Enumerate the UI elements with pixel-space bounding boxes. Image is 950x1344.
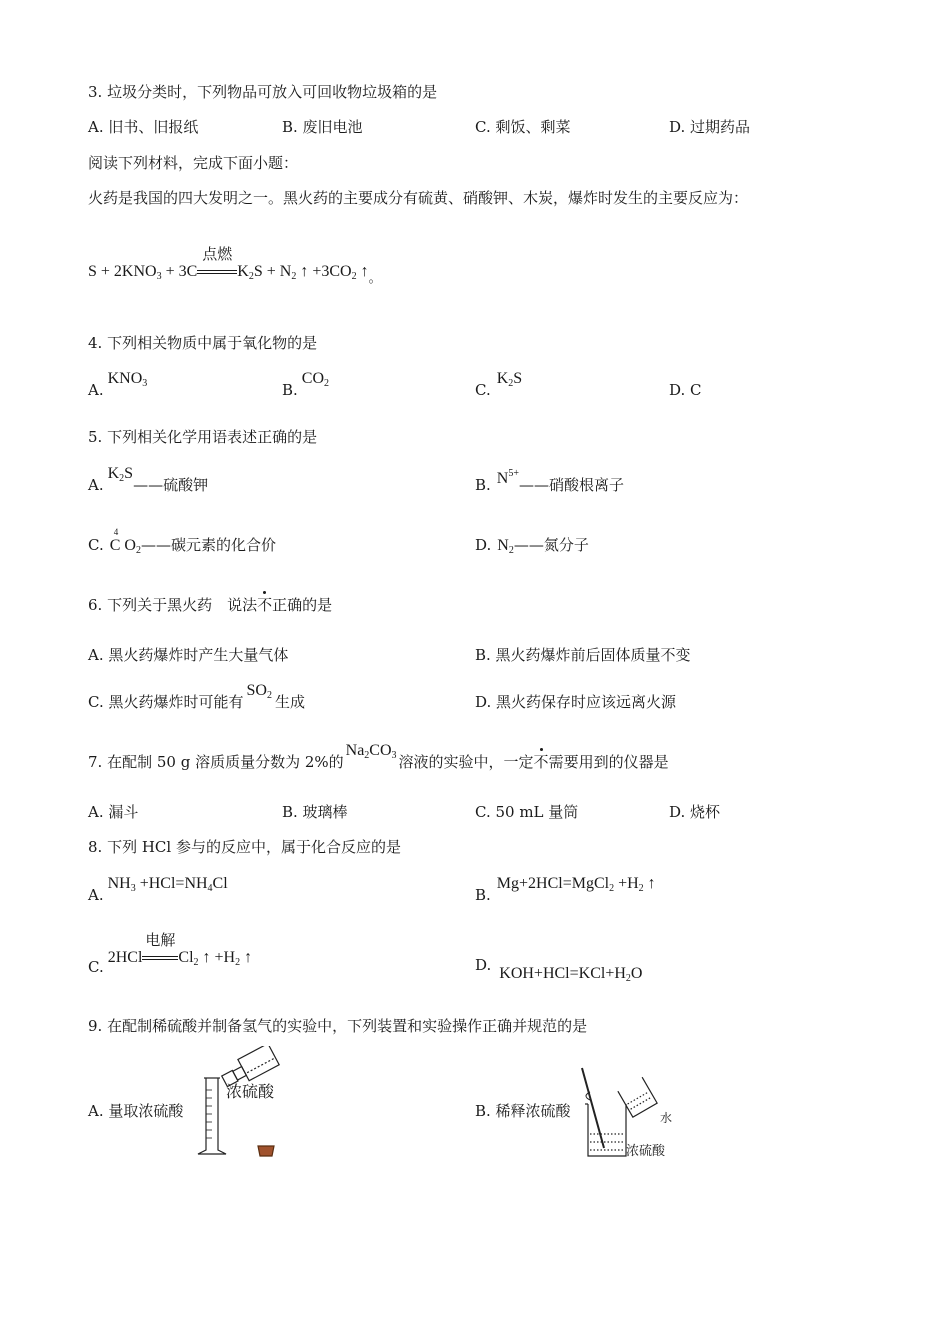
q5-b-prefix: B. [475,476,491,494]
q5-c-prefix: C. [88,536,104,554]
q5-option-d [475,535,589,556]
q8-option-a: $A.NH_3 +HCl=NH_4Cl$ [88,875,228,904]
graduated-cylinder [198,1078,226,1154]
q5-a-text: ——硫酸钾 [133,476,209,494]
equation-nh3-hcl: $NH_3 +HCl=NH_4Cl$ [107,875,228,894]
q5-d-prefix: D. [475,536,492,554]
q6-option-a: A. 黑火药爆炸时产生大量气体 [88,646,289,664]
q8-stem: 8. 下列 HCl 参与的反应中，属于化合反应的是 [88,838,401,856]
q4-option-d: D. C [669,381,702,399]
bottle-neck [233,1067,247,1081]
measuring-acid-diagram [188,1046,288,1164]
material-text: 火药是我国的四大发明之一。黑火药的主要成分有硫黄、硝酸钾、木炭，爆炸时发生的主要反应为： [88,189,749,207]
q4-a-prefix: A. [88,381,104,399]
formula-co2: $CO_2$ [301,370,330,389]
reaction-condition: 点燃 [202,245,233,263]
q8-option-b: B.Mg+2HCl=MgCl$_2$ $+H_2$ ↑ [475,875,656,904]
q7-option-d: D. 烧杯 [669,803,721,821]
q5-option-c [88,527,276,556]
equation-electrolysis-hcl: 2HCl 电解 $Cl_2$ ↑ $+H_2$ ↑ [107,931,253,968]
formula-so2: $SO_2$ [246,682,272,701]
q9-option-b: B. 稀释浓硫酸 [475,1102,571,1120]
q4-b-prefix: B. [282,381,298,399]
q7-option-b: B. 玻璃棒 [282,803,348,821]
q9-stem: 9. 在配制稀硫酸并制备氢气的实验中，下列装置和实验操作正确并规范的是 [88,1017,588,1035]
q3-option-a: A. 旧书、旧报纸 [88,118,199,136]
equation-koh-hcl: $KOH+HCl=KCl+H_2O$ [499,965,643,984]
q6-option-d: D. 黑火药保存时应该远离火源 [475,693,677,711]
q3-stem: 3. 垃圾分类时，下列物品可放入可回收物垃圾箱的是 [88,83,438,101]
equation-mg-hcl: Mg+2HCl=MgCl$_2$ $+H_2$ ↑ [496,875,656,894]
reagent-bottle [238,1046,279,1081]
q5-option-b [475,468,625,496]
water-label: 水 [660,1111,673,1125]
q4-option-b [282,370,330,401]
q5-stem: 5. 下列相关化学用语表述正确的是 [88,428,318,446]
formula-k2s: $K_2S$ [496,370,523,389]
q5-option-a [88,465,209,496]
conc-acid-label-a: 浓硫酸 [226,1082,275,1101]
emphasis-dot-char: 不 [533,753,549,771]
q3-option-c: C. 剩饭、剩菜 [475,118,571,136]
emphasis-dot-char: 不 [257,596,273,614]
q9-option-a: A. 量取浓硫酸 [88,1102,184,1120]
q3-option-d: D. 过期药品 [669,118,751,136]
q3-option-b: B. 废旧电池 [282,118,363,136]
reaction-condition: 电解 [145,931,176,949]
q7-option-c: C. 50 mL 量筒 [475,803,579,821]
q6-stem: 6. 下列关于黑火药 说法不正确的是 [88,596,333,614]
q5-b-text: ——硝酸根离子 [519,476,625,494]
formula-n2: $N_2$ [497,537,514,556]
q6-option-c: C. 黑火药爆炸时可能有$SO_2$ 生成 [88,682,305,711]
q4-option-c [475,370,523,401]
q4-option-a [88,370,148,401]
bottle-stopper-on-table [258,1146,274,1156]
q4-c-prefix: C. [475,381,491,399]
q5-c-text: ——碳元素的化合价 [140,536,276,554]
q7-stem: 7. 在配制 50 g 溶质质量分数为 2%的$Na_2CO_3$ 溶液的实验中，一定不需要用到的仪器是 [88,742,669,771]
glass-rod [582,1068,604,1148]
q8-option-c: C.2HCl 电解 $Cl_2$ ↑ $+H_2$ ↑ [88,931,253,976]
formula-co2-valence: C 4 $O_2$ [109,527,141,556]
material-intro: 阅读下列材料，完成下面小题： [88,154,299,172]
conc-acid-label-b: 浓硫酸 [626,1144,666,1159]
q4-stem: 4. 下列相关物质中属于氧化物的是 [88,334,318,352]
q6-option-b: B. 黑火药爆炸前后固体质量不变 [475,646,691,664]
beaker-water [618,1077,657,1117]
formula-k2s: $K_2S$ [107,465,134,484]
q7-option-a: A. 漏斗 [88,803,139,821]
q8-option-d: D. $KOH+HCl=KCl+H_2O$ [475,956,643,984]
equation-end-mark: 。 [368,270,382,285]
formula-kno3: $KNO_3$ [107,370,148,389]
formula-n5-ion: $N^{5+}$ [496,468,519,487]
formula-na2co3: $Na_2CO_3$ [345,742,397,761]
q5-a-prefix: A. [88,476,104,494]
main-reaction-equation: $S + 2KNO_3 + 3C$ 点燃 $K_2S + N_2$ ↑ $+3CO_2$ $↑_。$ [88,245,382,285]
q5-d-text: ——氮分子 [513,536,589,554]
